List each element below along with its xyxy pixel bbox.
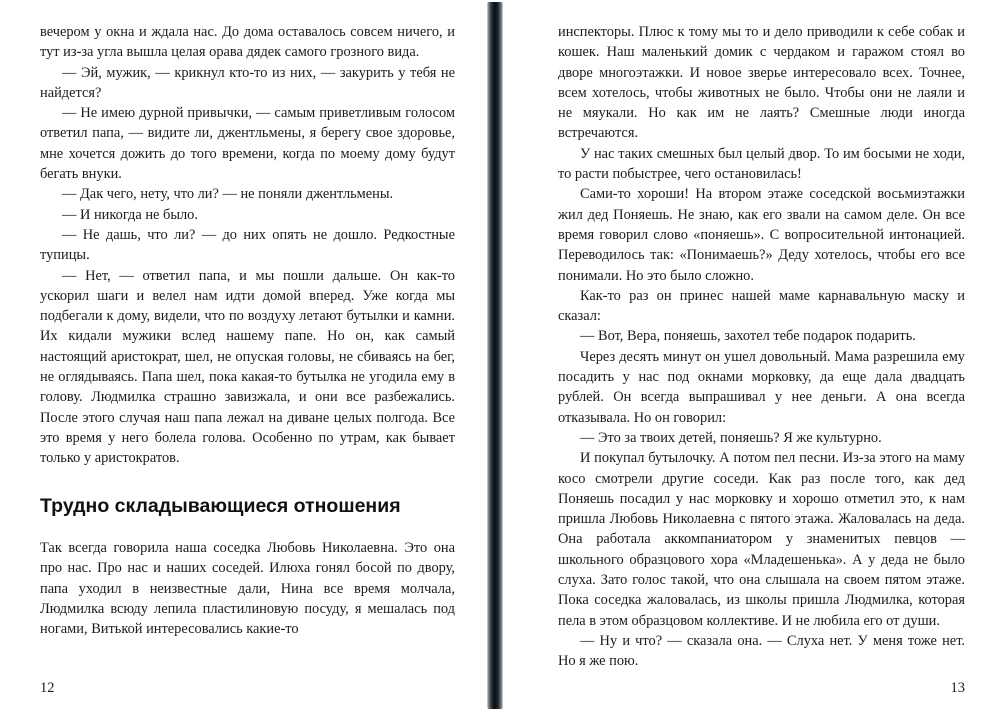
page-number-left: 12: [40, 680, 55, 696]
paragraph: Сами-то хороши! На втором этаже соседской восьмиэтажки жил дед Поняешь. Не знаю, как его звали на самом деле. Он все время говорил слово «поняешь». С вопросительной интонацией. Переводилось так: «Понимаешь?» Деду хотелось, чтобы его все понимали. Но это было сложно.: [558, 186, 965, 284]
paragraph: — Нет, — ответил папа, и мы пошли дальше. Он как-то ускорил шаги и велел нам идти домой вперед. Уже когда мы подбегали к дому, видели, что по воздуху летают бутылки и камни. Их кидали мужики вслед нашему папе. Но он, как самый настоящий аристократ, шел, не опуская головы, не сбиваясь на бег, не оглядываясь. Папа шел, пока какая-то бутылка не угодила ему в голову. Людмилка страшно завизжала, и они все разбежались. После этого случая наш папа лежал на диване целых полгода. Все это время у него болела голова. Особенно по утрам, как бывает только у аристократов.: [40, 267, 455, 467]
book-spine: [487, 2, 503, 709]
paragraph: И покупал бутылочку. А потом пел песни. Из-за этого на маму косо смотрели другие соседи. Как раз после того, как дед Поняешь посадил у нас морковку и хорошо отметил это, к нам пришла Любовь Николаевна с пятого этажа. Жаловалась на деда. Она работала аккомпаниатором у знаменитых певцов — школьного образцового хора «Младешенька». А у деда не было слуха. Зато голос такой, что она слышала на своем пятом этаже. Пока соседка жаловалась, из школы пришла Людмилка, которая пела в этом образцовом коллективе. И не любила его от души.: [558, 450, 965, 629]
paragraph: вечером у окна и ждала нас. До дома оставалось совсем ничего, и тут из-за угла вышла целая орава дядек самого грозного вида.: [40, 24, 455, 61]
paragraph: — Ну и что? — сказала она. — Слуха нет. У меня тоже нет. Но я же пою.: [558, 632, 965, 670]
paragraph: — И никогда не было.: [62, 206, 198, 223]
page-number-right: 13: [950, 680, 965, 696]
paragraph: — Эй, мужик, — крикнул кто-то из них, — закурить у тебя не найдется?: [40, 64, 455, 101]
left-page-section-text: [40, 538, 455, 639]
paragraph: — Не дашь, что ли? — до них опять не дошло. Редкостные тупицы.: [40, 226, 455, 264]
left-page: [0, 0, 487, 713]
paragraph: Так всегда говорила наша соседка Любовь Николаевна. Это она про нас. Про нас и наших соседей. Илюха гонял босой по двору, папа уходил в неизвестные дали, Нина все время молчала, Людмилка всюду лепила пластилиновую посуду, я мешалась под ногами, Витькой интересовались какие-то: [40, 539, 455, 638]
paragraph: У нас таких смешных был целый двор. То им босыми не ходи, то расти побыстрее, чего остановилась!: [558, 145, 965, 183]
paragraph: — Вот, Вера, поняешь, захотел тебе подарок подарить.: [580, 328, 916, 345]
right-page-text: [558, 22, 965, 672]
paragraph: — Не имею дурной привычки, — самым приветливым голосом ответил папа, — видите ли, джентльмены, я берегу свое здоровье, мне хочется дожить до того времени, когда по моему дому будут бегать внуки.: [40, 105, 455, 183]
paragraph: Как-то раз он принес нашей маме карнавальную маску и сказал:: [558, 287, 965, 325]
section-heading: Трудно складывающиеся отношения: [40, 494, 401, 517]
paragraph: — Дак чего, нету, что ли? — не поняли джентльмены.: [62, 186, 394, 203]
paragraph: — Это за твоих детей, поняешь? Я же культурно.: [580, 429, 882, 446]
left-page-text: [40, 22, 455, 469]
right-page: [503, 0, 1000, 713]
paragraph: Через десять минут он ушел довольный. Мама разрешила ему посадить у нас под окнами морковку, да еще дала двадцать рублей. Он всегда выпрашивал у нее деньги. А она всегда отказывала. Но он говорил:: [558, 348, 965, 426]
paragraph: инспекторы. Плюс к тому мы то и дело приводили к себе собак и кошек. Наш маленький домик с чердаком и гаражом стоял во дворе многоэтажки. И новое зверье интересовало всех. Точнее, всем хотелось, чтобы животных не было. Чтобы они не лаяли и не мяукали. Но как им не лаять? Смешные люди иногда встречаются.: [558, 24, 965, 142]
